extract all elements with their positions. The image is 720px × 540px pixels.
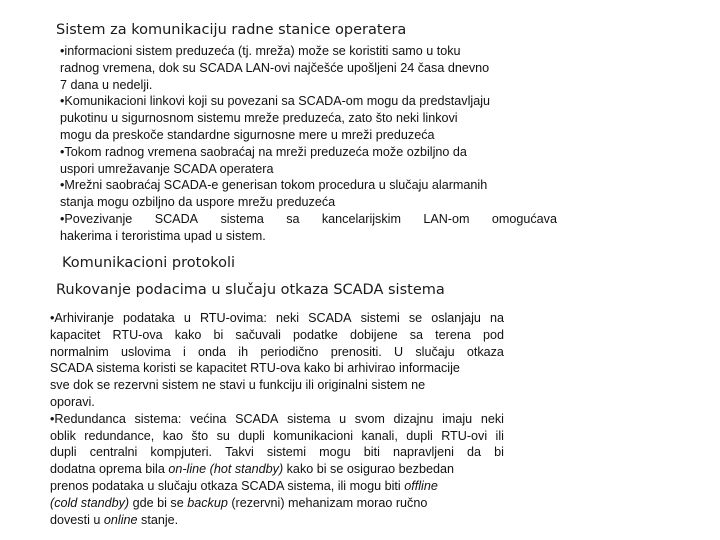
word: LAN-om <box>423 211 470 226</box>
word: •Redundanca <box>50 411 126 426</box>
word: oslanjaju <box>431 311 481 325</box>
word: imaju <box>442 411 473 426</box>
justified-line <box>50 344 504 361</box>
word: biti <box>363 445 380 460</box>
word: kompjuteri. <box>150 445 212 460</box>
word: podataka <box>122 311 175 325</box>
word: podatke <box>293 327 338 342</box>
word: dupli <box>406 428 433 443</box>
word: •Arhiviranje <box>50 311 114 325</box>
text-line: hakerima i teroristima upad u sistem. <box>60 228 266 243</box>
word: bi <box>494 445 504 460</box>
text-line: •informacioni sistem preduzeća (tj. mreža) može se koristiti samo u toku <box>60 44 461 58</box>
word: sa <box>409 327 424 342</box>
word: kanali, <box>361 428 398 443</box>
word: dizajnu <box>393 411 434 426</box>
word: RTU-ovi <box>441 428 488 443</box>
justified-line <box>50 428 504 445</box>
text-line: •Komunikacioni linkovi koji su povezani sa SCADA-om mogu da predstavljaju <box>60 94 491 109</box>
word: kancelarijskim <box>321 211 401 226</box>
text-line: •Tokom radnog vremena saobraćaj na mreži preduzeća može ozbiljno da <box>60 144 467 159</box>
word: sačuvali <box>235 327 281 342</box>
text-line: uspori umrežavanje SCADA operatera <box>60 161 274 176</box>
heading-protocols: Komunikacioni protokoli <box>62 255 236 271</box>
word: mogu <box>319 445 351 460</box>
text-run: kako bi se osigurao bezbedan <box>283 462 454 477</box>
word: oblik <box>50 428 76 443</box>
text-line: SCADA sistema koristi se kapacitet RTU-ova kako bi arhivirao informacije <box>50 361 460 376</box>
word: SCADA <box>154 211 199 226</box>
text-run-italic: on-line (hot standby) <box>168 462 284 477</box>
word: centralni <box>89 445 138 460</box>
justified-line <box>50 444 504 461</box>
text-line <box>50 512 504 529</box>
heading-operator-workstation: Sistem za komunikaciju radne stanice operatera <box>56 22 407 38</box>
word: kao <box>162 428 183 443</box>
word: komunikacioni <box>273 428 354 443</box>
text-line: 7 dana u nedelji. <box>60 77 153 92</box>
text-run: dovesti u <box>50 512 104 527</box>
text-run: dodatna oprema bila <box>50 462 169 477</box>
word: SCADA <box>235 411 279 426</box>
text-run: stanje. <box>137 512 179 527</box>
word: bi <box>213 327 224 342</box>
text-run: gde bi se <box>129 495 188 510</box>
word: su <box>216 428 230 443</box>
word: terena <box>435 327 471 342</box>
word: da <box>467 445 482 460</box>
word: neki <box>480 411 504 426</box>
word: sa <box>286 211 300 226</box>
text-run: prenos podataka u slučaju otkaza SCADA sistema, ili mogu biti <box>50 478 405 493</box>
word: omogućava <box>491 211 557 226</box>
word: prenositi. <box>330 344 382 359</box>
text-block-failure <box>50 310 504 528</box>
word: se <box>408 311 423 325</box>
text-line <box>50 461 504 478</box>
word: u <box>339 411 347 426</box>
word: RTU-ova <box>112 327 163 342</box>
text-line: sve dok se rezervni sistem ne stavi u funkciju ili originalni sistem ne <box>50 378 426 393</box>
text-run-italic: online <box>103 512 138 527</box>
word: sistema <box>220 211 264 226</box>
word: kapacitet <box>50 327 101 342</box>
word: i <box>182 344 186 359</box>
text-run-italic: (cold standby) <box>50 495 130 510</box>
word: pod <box>482 327 504 342</box>
word: normalnim <box>50 344 109 359</box>
word: kako <box>174 327 202 342</box>
text-block-communication <box>60 43 557 245</box>
word: sistemi <box>266 445 307 460</box>
word: Takvi <box>225 445 254 460</box>
text-line: pukotinu u sigurnosnom sistemu mreže preduzeća, zato što neki linkovi <box>60 111 458 126</box>
word: na <box>489 311 504 325</box>
word: uslovima <box>121 344 171 359</box>
word: neki <box>275 311 300 325</box>
text-line: stanja mogu ozbiljno da uspore mrežu preduzeća <box>60 195 336 210</box>
text-line <box>50 478 504 495</box>
word: u <box>183 311 191 325</box>
word: sistema <box>287 411 331 426</box>
word: otkaza <box>466 344 504 359</box>
text-line: •Mrežni saobraćaj SCADA-e generisan tokom procedura u slučaju alarmanih <box>60 178 488 193</box>
word: redundance, <box>84 428 155 443</box>
word: slučaju <box>415 344 455 359</box>
text-run-italic: backup <box>187 495 228 510</box>
word: većina <box>190 411 227 426</box>
word: SCADA <box>308 311 352 325</box>
word: dupli <box>238 428 265 443</box>
text-line: oporavi. <box>50 394 95 409</box>
word: sistema: <box>134 411 182 426</box>
text-line: radnog vremena, dok su SCADA LAN-ovi najčešće upošljeni 24 časa dnevno <box>60 60 490 75</box>
text-line: mogu da preskoče standardne sigurnosne mere u mreži preduzeća <box>60 127 435 142</box>
text-line <box>50 495 504 512</box>
word: RTU-ovima: <box>199 311 267 325</box>
word: •Povezivanje <box>60 211 133 226</box>
word: dobijene <box>349 327 398 342</box>
justified-line <box>50 411 504 428</box>
word: ih <box>238 344 249 359</box>
word: U <box>394 344 404 359</box>
word: periodično <box>260 344 319 359</box>
word: napravljeni <box>392 445 454 460</box>
word: svom <box>354 411 385 426</box>
text-run-italic: offline <box>404 478 438 493</box>
heading-failure-handling: Rukovanje podacima u slučaju otkaza SCADA sistema <box>56 282 445 298</box>
justified-line <box>60 211 557 228</box>
word: sistemi <box>360 311 400 325</box>
word: što <box>191 428 209 443</box>
text-run: (rezervni) mehanizam morao ručno <box>227 495 428 510</box>
word: onda <box>198 344 227 359</box>
word: dupli <box>50 445 77 460</box>
word: ili <box>495 428 504 443</box>
justified-line <box>50 327 504 344</box>
justified-line <box>50 310 504 327</box>
